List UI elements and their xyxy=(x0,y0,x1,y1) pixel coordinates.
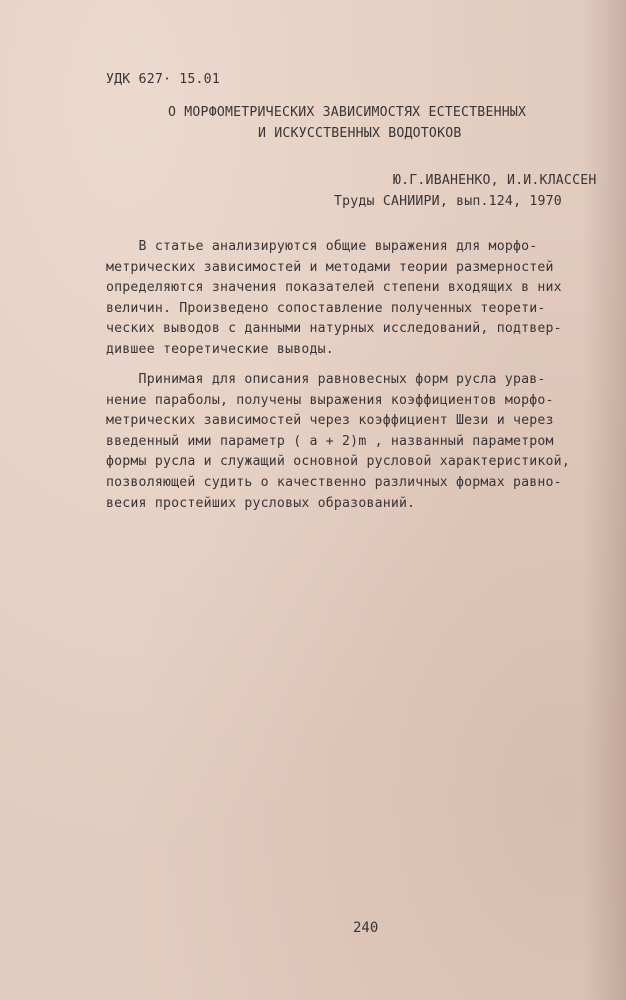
paragraph-line: формы русла и служащий основной русловой характеристикой, xyxy=(106,454,570,470)
paragraph-line: Принимая для описания равновесных форм русла урав- xyxy=(106,372,546,387)
paragraph-line: величин. Произведено сопоставление полученных теорети- xyxy=(106,300,546,316)
paragraph-line: введенный ими параметр ( a + 2)m , названный параметром xyxy=(106,433,554,449)
paragraph-line: метрических зависимостей через коэффициент Шези и через xyxy=(106,413,554,429)
paragraph-line: метрических зависимостей и методами теории размерностей xyxy=(106,259,554,275)
paragraph-line: дившее теоретические выводы. xyxy=(106,341,334,357)
abstract-paragraph-2 xyxy=(106,370,626,514)
paragraph-line: весия простейших русловых образований. xyxy=(106,495,416,511)
page-number: 240 xyxy=(353,920,379,936)
udc-code: УДК 627· 15.01 xyxy=(106,72,220,87)
abstract-paragraph-1 xyxy=(106,237,626,361)
paragraph-line: нение параболы, получены выражения коэффициентов морфо- xyxy=(106,392,554,408)
paragraph-line: ческих выводов с данными натурных исследований, подтвер- xyxy=(106,321,562,337)
authors: Ю.Г.ИВАНЕНКО, И.И.КЛАССЕН xyxy=(393,173,597,188)
paragraph-line: определяются значения показателей степени входящих в них xyxy=(106,280,562,296)
source-reference: Труды САНИИРИ, вып.124, 1970 xyxy=(334,194,562,209)
paragraph-line: позволяющей судить о качественно различных формах равно- xyxy=(106,474,562,490)
paragraph-line: В статье анализируются общие выражения для морфо- xyxy=(106,239,538,254)
title-line-2: И ИСКУССТВЕННЫХ ВОДОТОКОВ xyxy=(258,126,462,141)
title-line-1: О МОРФОМЕТРИЧЕСКИХ ЗАВИСИМОСТЯХ ЕСТЕСТВЕННЫХ xyxy=(168,105,527,120)
